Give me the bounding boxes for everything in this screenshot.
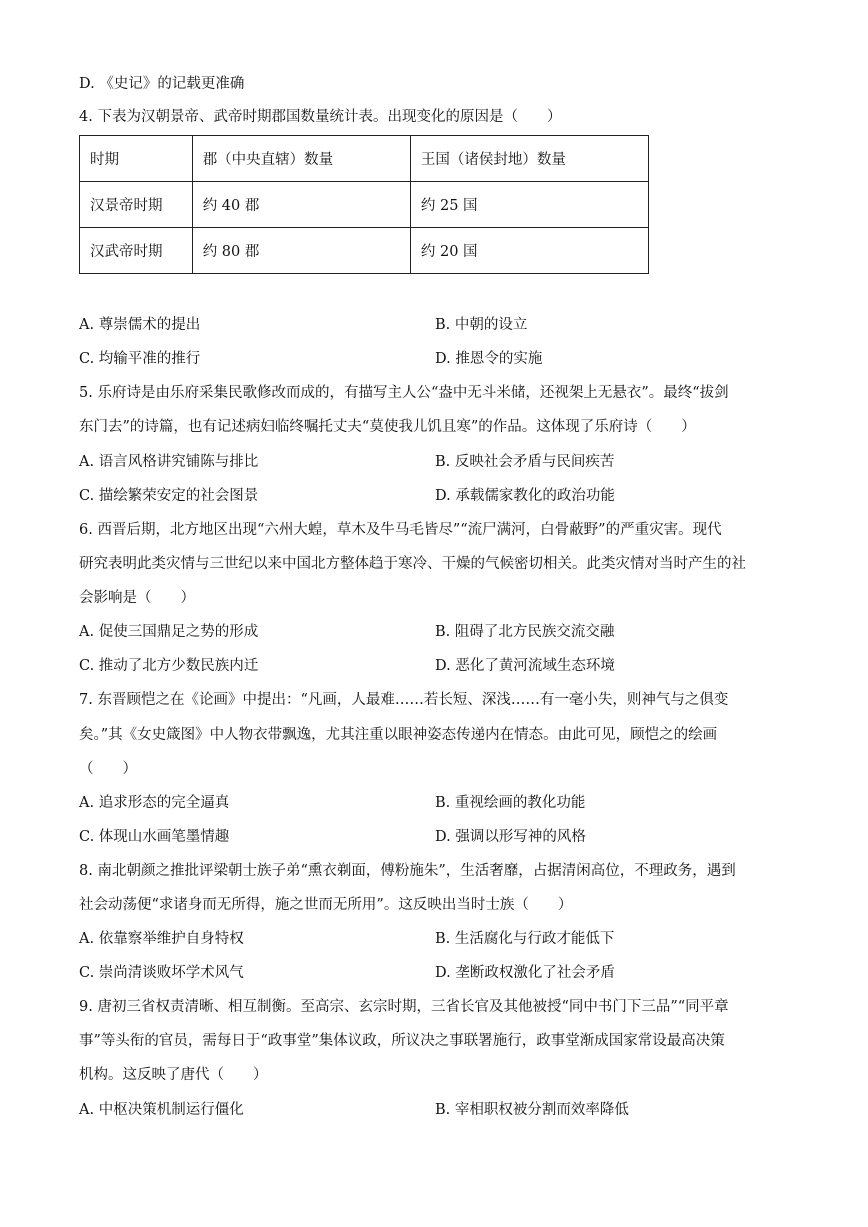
table-cell: 汉景帝时期 bbox=[80, 182, 193, 228]
q9-option-b: B. 宰相职权被分割而效率降低 bbox=[435, 1102, 629, 1118]
table-cell: 约 40 郡 bbox=[192, 182, 410, 228]
q6-stem-line: 研究表明此类灾情与三世纪以来中国北方整体趋于寒冷、干燥的气候密切相关。此类灾情对当时产生的社 bbox=[79, 556, 746, 572]
q6-stem-line: 6. 西晋后期，北方地区出现“六州大蝗，草木及牛马毛皆尽”“流尸满河，白骨蔽野”的严重灾害。现代 bbox=[79, 522, 722, 538]
table-header-cell: 郡（中央直辖）数量 bbox=[192, 136, 410, 182]
q5-option-d: D. 承载儒家教化的政治功能 bbox=[435, 488, 615, 504]
table-row bbox=[80, 182, 649, 228]
q6-option-b: B. 阻碍了北方民族交流交融 bbox=[435, 624, 615, 640]
q6-option-a: A. 促使三国鼎足之势的形成 bbox=[79, 624, 259, 640]
q8-option-b: B. 生活腐化与行政才能低下 bbox=[435, 931, 615, 947]
q9-stem-line: 机构。这反映了唐代（ ） bbox=[79, 1067, 268, 1083]
q3-option-d: D. 《史记》的记载更准确 bbox=[79, 76, 245, 92]
table-row bbox=[80, 228, 649, 274]
q8-stem-line: 社会动荡便“求诸身而无所得，施之世而无所用”。这反映出当时士族（ ） bbox=[79, 897, 573, 913]
q5-option-c: C. 描绘繁荣安定的社会图景 bbox=[79, 488, 259, 504]
q6-option-c: C. 推动了北方少数民族内迁 bbox=[79, 658, 259, 674]
q7-stem-line: 矣。”其《女史箴图》中人物衣带飘逸，尤其注重以眼神姿态传递内在情态。由此可见，顾恺之的绘画 bbox=[79, 727, 718, 743]
q5-option-a: A. 语言风格讲究铺陈与排比 bbox=[79, 454, 259, 470]
q9-stem-line: 事”等头衔的官员，需每日于“政事堂”集体议政，所议决之事联署施行，政事堂渐成国家常设最高决策 bbox=[79, 1033, 725, 1049]
q8-option-a: A. 依靠察举维护自身特权 bbox=[79, 931, 244, 947]
q7-option-c: C. 体现山水画笔墨情趣 bbox=[79, 829, 230, 845]
q8-stem-line: 8. 南北朝颜之推批评梁朝士族子弟“熏衣剃面，傅粉施朱”，生活奢靡，占据清闲高位，不理政务，遇到 bbox=[79, 863, 736, 879]
q5-stem-line: 5. 乐府诗是由乐府采集民歌修改而成的，有描写主人公“盎中无斗米储，还视架上无悬衣”。最终“拔剑 bbox=[79, 385, 729, 401]
table-cell: 约 25 国 bbox=[410, 182, 648, 228]
table-header-cell: 王国（诸侯封地）数量 bbox=[410, 136, 648, 182]
table-cell: 汉武帝时期 bbox=[80, 228, 193, 274]
q4-option-c: C. 均输平准的推行 bbox=[79, 351, 201, 367]
table-cell: 约 80 郡 bbox=[192, 228, 410, 274]
q4-stem: 4. 下表为汉朝景帝、武帝时期郡国数量统计表。出现变化的原因是（ ） bbox=[79, 109, 562, 125]
q7-stem-line: 7. 东晋顾恺之在《论画》中提出：“凡画，人最难……若长短、深浅……有一毫小失，则神气与之俱变 bbox=[79, 692, 729, 708]
table-header-cell: 时期 bbox=[80, 136, 193, 182]
q4-option-a: A. 尊崇儒术的提出 bbox=[79, 317, 201, 333]
q7-option-b: B. 重视绘画的教化功能 bbox=[435, 795, 586, 811]
table-header-row bbox=[80, 136, 649, 182]
q9-stem-line: 9. 唐初三省权责清晰、相互制衡。至高宗、玄宗时期，三省长官及其他被授“同中书门下三品”“同平章 bbox=[79, 999, 729, 1015]
q4-table bbox=[79, 135, 649, 274]
q8-option-c: C. 崇尚清谈败坏学术风气 bbox=[79, 965, 244, 981]
q6-stem-line: 会影响是（ ） bbox=[79, 590, 195, 606]
q4-option-d: D. 推恩令的实施 bbox=[435, 351, 543, 367]
q9-option-a: A. 中枢决策机制运行僵化 bbox=[79, 1102, 244, 1118]
q7-option-a: A. 追求形态的完全逼真 bbox=[79, 795, 230, 811]
q7-option-d: D. 强调以形写神的风格 bbox=[435, 829, 586, 845]
q5-option-b: B. 反映社会矛盾与民间疾苦 bbox=[435, 454, 615, 470]
q8-option-d: D. 垄断政权激化了社会矛盾 bbox=[435, 965, 615, 981]
q6-option-d: D. 恶化了黄河流域生态环境 bbox=[435, 658, 615, 674]
q4-option-b: B. 中朝的设立 bbox=[435, 317, 528, 333]
table-cell: 约 20 国 bbox=[410, 228, 648, 274]
q5-stem-line: 东门去”的诗篇，也有记述病妇临终嘱托丈夫“莫使我儿饥且寒”的作品。这体现了乐府诗（ ） bbox=[79, 419, 696, 435]
q7-stem-line: （ ） bbox=[79, 761, 137, 777]
